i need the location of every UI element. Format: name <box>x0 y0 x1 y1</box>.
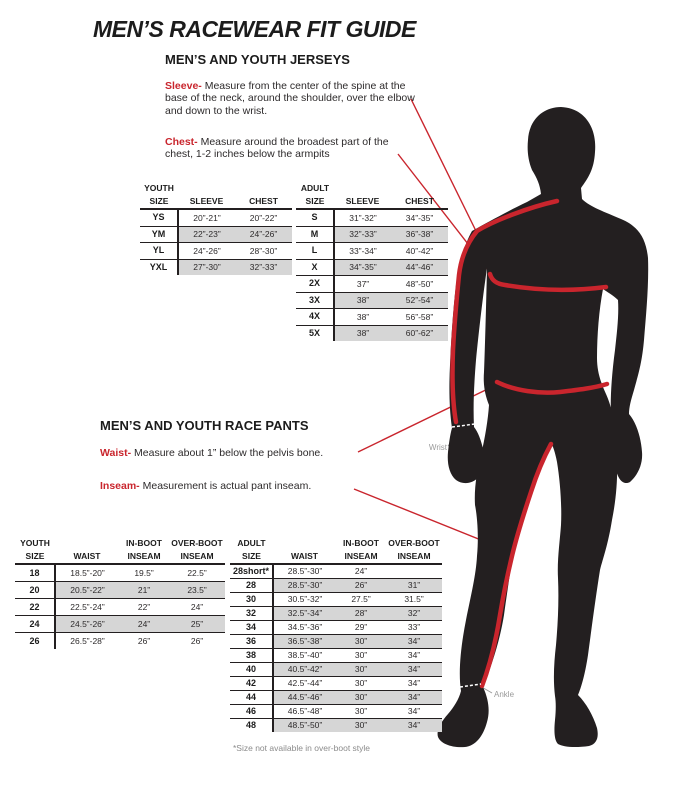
table-cell: 33” <box>386 621 442 635</box>
inseam-term: Inseam- <box>100 480 140 492</box>
column-header: INSEAM <box>169 550 225 564</box>
table-cell: 26 <box>15 633 55 650</box>
table-header-row <box>15 550 225 564</box>
table-header-row <box>296 195 448 209</box>
chest-instructions <box>165 136 415 161</box>
table-cell: 34”-35” <box>334 259 391 276</box>
table-cell: 5X <box>296 325 334 341</box>
table-cell: 36.5”-38” <box>273 635 336 649</box>
adult-jersey-table <box>296 182 448 341</box>
table-cell: YS <box>140 209 178 226</box>
table-cell: 23.5” <box>169 582 225 599</box>
table-body <box>15 564 225 649</box>
table-row <box>296 276 448 293</box>
table-cell: 28 <box>230 579 273 593</box>
table-header-row <box>230 550 442 564</box>
table-cell: 32”-33” <box>334 226 391 243</box>
table-cell: 31”-32” <box>349 212 377 223</box>
table-row <box>140 226 292 243</box>
table-cell: 24” <box>119 616 169 633</box>
table-cell: 28short* <box>230 564 273 579</box>
table-cell: 38.5”-40” <box>273 649 336 663</box>
table-row <box>296 209 448 226</box>
table-cell: 34” <box>386 677 442 691</box>
table-cell: 18 <box>15 564 55 582</box>
table-cell: 42.5”-44” <box>273 677 336 691</box>
column-header: CHEST <box>391 195 448 209</box>
table-cell: 34” <box>386 649 442 663</box>
table-cell: 27.5” <box>336 593 386 607</box>
table-cell: 28” <box>336 607 386 621</box>
table-row <box>15 599 225 616</box>
column-header: YOUTH <box>20 537 50 548</box>
table-row <box>140 259 292 275</box>
table-cell: 34” <box>386 691 442 705</box>
table-cell: L <box>296 243 334 260</box>
table-row <box>15 616 225 633</box>
table-cell: 46.5”-48” <box>273 705 336 719</box>
table-cell: 36 <box>230 635 273 649</box>
table-cell: 56”-58” <box>391 309 448 326</box>
column-header: IN-BOOT <box>126 537 162 548</box>
waist-text: Measure about 1” below the pelvis bone. <box>131 447 324 459</box>
table-cell <box>386 564 442 579</box>
column-header: CHEST <box>235 195 292 209</box>
table-row <box>140 209 292 226</box>
column-header: ADULT <box>237 537 266 548</box>
table-cell: 3X <box>296 292 334 309</box>
table-row <box>230 621 442 635</box>
table-cell: 22 <box>15 599 55 616</box>
table-cell: 28.5”-30” <box>273 579 336 593</box>
table-cell: 48”-50” <box>391 276 448 293</box>
table-cell: 31.5” <box>386 593 442 607</box>
table-header <box>15 537 225 564</box>
table-cell: 19.5” <box>134 567 154 578</box>
table-cell: 46 <box>230 705 273 719</box>
table-cell: 38” <box>334 292 391 309</box>
youth-pants-table <box>15 537 225 649</box>
table-cell: 20.5”-22” <box>55 582 119 599</box>
table-row <box>296 226 448 243</box>
table-cell: 25” <box>169 616 225 633</box>
table-cell: 22.5”-24” <box>55 599 119 616</box>
table-cell: 48.5”-50” <box>273 719 336 733</box>
table-cell: YXL <box>140 259 178 275</box>
table-row <box>230 663 442 677</box>
waist-instructions <box>100 447 400 459</box>
waist-term: Waist- <box>100 447 132 459</box>
table-cell: 34” <box>386 635 442 649</box>
column-header: SLEEVE <box>178 195 235 209</box>
table-row <box>230 719 442 733</box>
column-header <box>273 537 336 550</box>
table-cell: 60”-62” <box>391 325 448 341</box>
table-cell: 28.5”-30” <box>287 566 323 577</box>
table-cell: 32 <box>230 607 273 621</box>
table-cell: 38” <box>334 325 391 341</box>
sleeve-text: Measure from the center of the spine at the base of the neck, around the shoulder, over the elbow and down to the wrist. <box>165 80 415 117</box>
page-title: MEN’S RACEWEAR FIT GUIDE <box>93 16 416 42</box>
table-header-row <box>140 195 292 209</box>
table-body <box>230 564 442 732</box>
ankle-label: Ankle <box>494 690 515 699</box>
jerseys-heading: MEN’S AND YOUTH JERSEYS <box>165 52 350 67</box>
column-header: IN-BOOT <box>343 537 379 548</box>
table-row <box>296 292 448 309</box>
column-header: INSEAM <box>386 550 442 564</box>
table-cell: 22.5” <box>187 567 207 578</box>
table-cell: 40 <box>230 663 273 677</box>
table-row <box>15 564 225 582</box>
table-cell: 22” <box>119 599 169 616</box>
group-label: ADULT <box>300 182 330 193</box>
table-cell: 44.5”-46” <box>273 691 336 705</box>
table-header-row <box>15 537 225 550</box>
table-header <box>296 182 448 209</box>
sleeve-instructions <box>165 80 415 117</box>
table-header-row <box>230 537 442 550</box>
table-cell: 34” <box>386 663 442 677</box>
size-footnote: *Size not available in over-boot style <box>233 743 371 753</box>
table-body <box>140 209 292 275</box>
table-cell: 24 <box>15 616 55 633</box>
youth-jersey-table <box>140 182 292 275</box>
table-cell: 44”-46” <box>391 259 448 276</box>
table-cell: 30” <box>336 719 386 733</box>
table-cell: 34”-35” <box>405 212 434 223</box>
column-header: OVER-BOOT <box>388 537 440 548</box>
adult-pants-table <box>230 537 442 732</box>
column-header: INSEAM <box>336 550 386 564</box>
table-row <box>230 579 442 593</box>
table-cell: 30” <box>336 663 386 677</box>
table-header <box>140 182 292 209</box>
table-cell: 22”-23” <box>178 226 235 243</box>
table-cell: YM <box>140 226 178 243</box>
table-row <box>230 593 442 607</box>
table-cell: 30” <box>336 691 386 705</box>
column-header <box>55 537 119 550</box>
sleeve-term: Sleeve- <box>165 80 202 92</box>
table-cell: 38 <box>230 649 273 663</box>
column-header: WAIST <box>55 550 119 564</box>
table-cell: 34 <box>230 621 273 635</box>
table-row <box>230 677 442 691</box>
table-cell: 28”-30” <box>235 243 292 260</box>
table-cell: S <box>296 209 334 226</box>
table-cell: 40.5”-42” <box>273 663 336 677</box>
table-cell: 29” <box>336 621 386 635</box>
table-row <box>230 564 442 579</box>
table-row <box>230 607 442 621</box>
table-cell: 34.5”-36” <box>273 621 336 635</box>
table-cell: 20”-21” <box>193 212 221 223</box>
table-cell: 24”-26” <box>235 226 292 243</box>
table-row <box>230 649 442 663</box>
table-cell: 52”-54” <box>391 292 448 309</box>
table-cell: 2X <box>296 276 334 293</box>
table-cell: 30” <box>336 677 386 691</box>
table-cell: 30” <box>336 635 386 649</box>
table-cell: 32”-33” <box>235 259 292 275</box>
table-cell: 24” <box>354 566 368 577</box>
table-cell: 44 <box>230 691 273 705</box>
chest-term: Chest- <box>165 136 198 148</box>
table-cell: 37” <box>334 276 391 293</box>
table-cell: 30” <box>336 705 386 719</box>
table-cell: 26” <box>336 579 386 593</box>
table-cell: 27”-30” <box>178 259 235 275</box>
table-cell: 36”-38” <box>391 226 448 243</box>
table-cell: 18.5”-20” <box>70 567 105 578</box>
table-row <box>296 243 448 260</box>
inseam-text: Measurement is actual pant inseam. <box>139 480 312 492</box>
column-header: OVER-BOOT <box>171 537 223 548</box>
table-cell: 24”-26” <box>178 243 235 260</box>
table-group-row <box>140 182 292 195</box>
wrist-label: Wrist <box>428 443 447 452</box>
table-cell: YL <box>140 243 178 260</box>
table-cell: X <box>296 259 334 276</box>
table-cell: 24” <box>169 599 225 616</box>
table-cell: 32.5”-34” <box>273 607 336 621</box>
column-header: SIZE <box>15 550 55 564</box>
column-header: INSEAM <box>119 550 169 564</box>
table-cell: 26.5”-28” <box>55 633 119 650</box>
table-cell: M <box>296 226 334 243</box>
table-row <box>15 582 225 599</box>
table-group-row <box>296 182 448 195</box>
table-body <box>296 209 448 341</box>
column-header: SIZE <box>230 550 273 564</box>
table-row <box>230 705 442 719</box>
table-cell: 20”-22” <box>249 212 278 223</box>
table-cell: 34” <box>386 705 442 719</box>
table-cell: 26” <box>119 633 169 650</box>
column-header: SLEEVE <box>334 195 391 209</box>
table-row <box>296 309 448 326</box>
table-cell: 30 <box>230 593 273 607</box>
table-row <box>230 691 442 705</box>
table-cell: 33”-34” <box>334 243 391 260</box>
table-cell: 38” <box>334 309 391 326</box>
table-row <box>140 243 292 260</box>
column-header: WAIST <box>273 550 336 564</box>
table-cell: 40”-42” <box>391 243 448 260</box>
table-cell: 34” <box>386 719 442 733</box>
pants-heading: MEN’S AND YOUTH RACE PANTS <box>100 418 309 433</box>
table-row <box>296 259 448 276</box>
table-row <box>15 633 225 650</box>
column-header: SIZE <box>296 195 334 209</box>
table-cell: 4X <box>296 309 334 326</box>
table-cell: 31” <box>386 579 442 593</box>
table-cell: 20 <box>15 582 55 599</box>
column-header: SIZE <box>140 195 178 209</box>
table-header <box>230 537 442 564</box>
chest-text: Measure around the broadest part of the chest, 1-2 inches below the armpits <box>165 136 389 161</box>
table-cell: 48 <box>230 719 273 733</box>
table-cell: 32” <box>386 607 442 621</box>
table-row <box>296 325 448 341</box>
table-cell: 42 <box>230 677 273 691</box>
table-cell: 30.5”-32” <box>273 593 336 607</box>
inseam-instructions <box>100 480 400 492</box>
table-row <box>230 635 442 649</box>
table-cell: 24.5”-26” <box>55 616 119 633</box>
table-cell: 21” <box>119 582 169 599</box>
table-cell: 30” <box>336 649 386 663</box>
table-cell: 26” <box>169 633 225 650</box>
group-label: YOUTH <box>144 182 174 193</box>
